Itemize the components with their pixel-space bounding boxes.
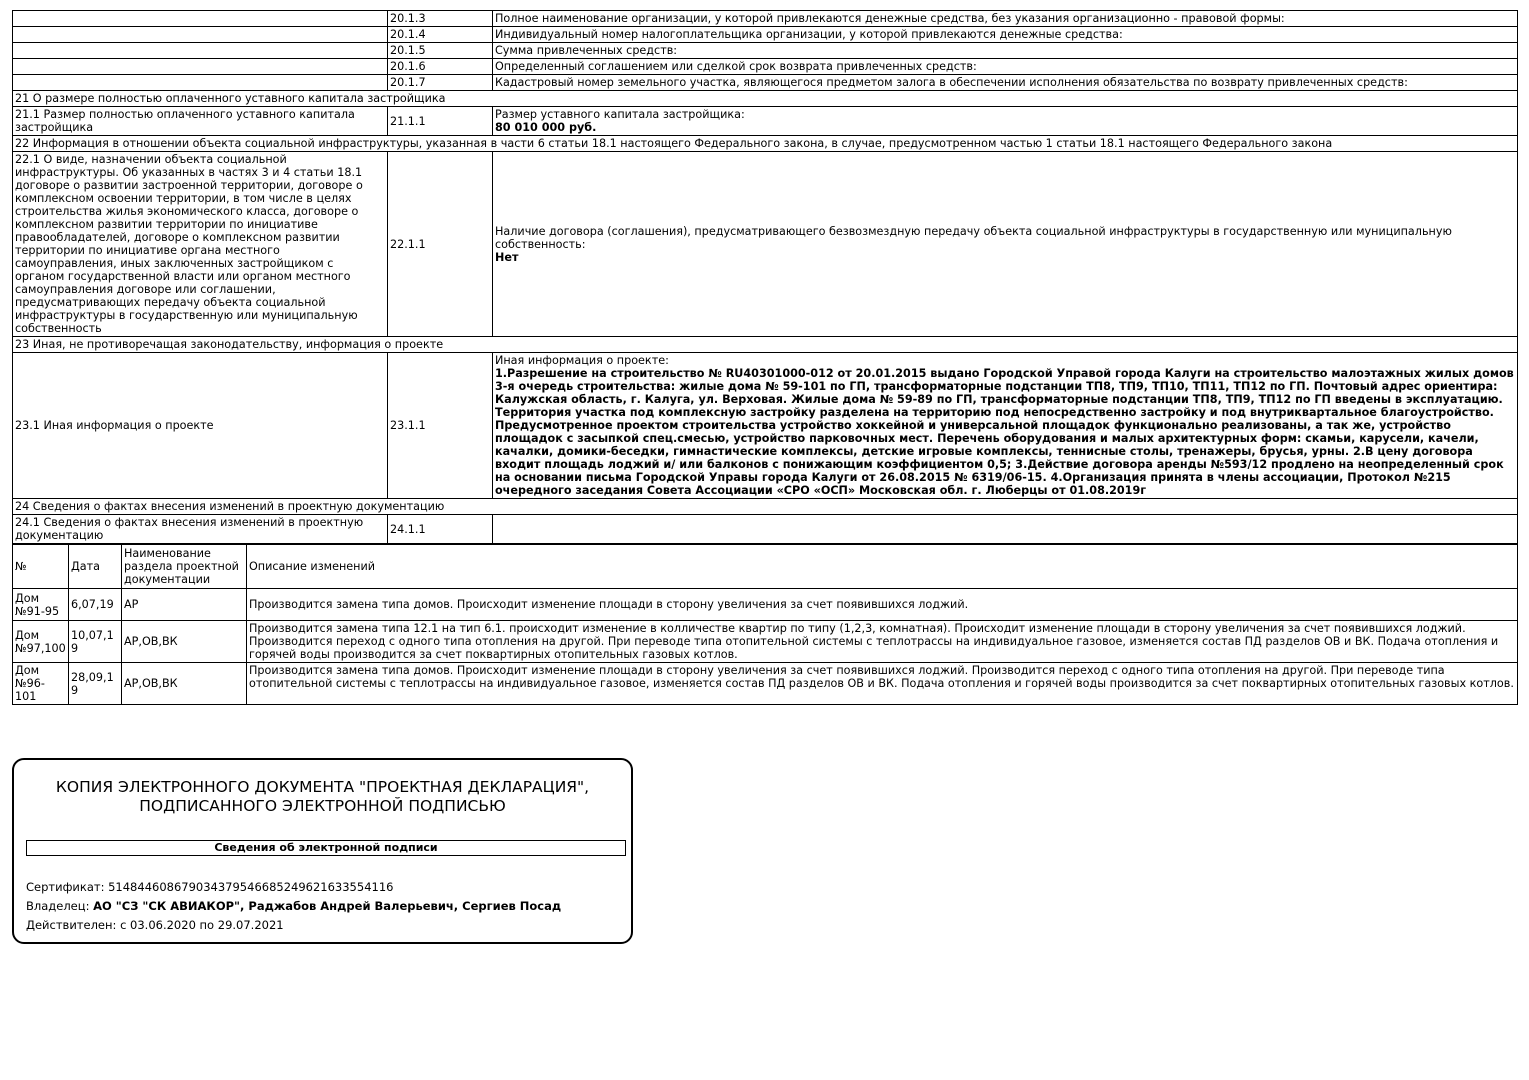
row-text: Кадастровый номер земельного участка, являющегося предметом залога в обеспечении исполнения обязательства по возврату привлеченных средств: — [493, 75, 1518, 91]
col-header-description: Описание изменений — [247, 545, 1518, 589]
change-description: Производится замена типа домов. Происходит изменение площади в сторону увеличения за счет появившихся лоджий. — [247, 589, 1518, 621]
change-section: АР,ОВ,ВК — [122, 663, 247, 705]
section-23-label: 23.1 Иная информация о проекте — [13, 353, 388, 499]
changes-header-row — [13, 545, 1518, 589]
table-row — [13, 59, 1518, 75]
section-22-header: 22 Информация в отношении объекта социальной инфраструктуры, указанная в части 6 статьи 18.1 настоящего Федерального закона, в случае, предусмотренном частью 1 статьи 18.1 настоящего Федерального закона — [13, 136, 1518, 152]
table-row — [13, 152, 1518, 337]
other-info-label: Иная информация о проекте: — [495, 354, 669, 367]
row-code: 20.1.3 — [388, 11, 493, 27]
empty-cell — [13, 43, 388, 59]
col-header-section: Наименование раздела проектной документации — [122, 545, 247, 589]
section-22-content — [493, 152, 1518, 337]
owner-label: Владелец: — [26, 899, 90, 913]
change-section: АР,ОВ,ВК — [122, 621, 247, 663]
stamp-subtitle: Сведения об электронной подписи — [26, 840, 626, 856]
stamp-owner — [26, 899, 561, 913]
stamp-validity — [26, 918, 284, 932]
electronic-signature-stamp — [12, 758, 633, 944]
change-section: АР — [122, 589, 247, 621]
row-text: Сумма привлеченных средств: — [493, 43, 1518, 59]
change-description: Производится замена типа 12.1 на тип 6.1. происходит изменение в колличестве квартир по типу (1,2,3, комнатная). Происходит изменение площади в сторону увеличения за счет появившихся лоджий. Производится переход с одного типа отопления на другой. При переводе типа отопительной системы с теплотрассы на индивидуальное газовое, изменяется состав ПД разделов ОВ и ВК. Подача отопления и горячей воды производится за счет поквартирных отопительных газовых котлов. — [247, 621, 1518, 663]
section-header — [13, 136, 1518, 152]
section-header — [13, 91, 1518, 107]
change-number: Дом №91-95 — [13, 589, 69, 621]
table-row — [13, 515, 1518, 544]
change-description: Производится замена типа домов. Происходит изменение площади в сторону увеличения за счет появившихся лоджий. Производится переход с одного типа отопления на другой. При переводе типа отопительной системы с теплотрассы на индивидуальное газовое, изменяется состав ПД разделов ОВ и ВК. Подача отопления и горячей воды производится за счет поквартирных отопительных газовых котлов. — [247, 663, 1518, 705]
certificate-label: Сертификат: — [26, 880, 105, 894]
table-row — [13, 663, 1518, 705]
col-header-date: Дата — [69, 545, 122, 589]
section-22-code: 22.1.1 — [388, 152, 493, 337]
social-agreement-label: Наличие договора (соглашения), предусматривающего безвозмездную передачу объекта социальной инфраструктуры в государственную или муниципальную собственность: — [495, 224, 1452, 251]
section-23-header: 23 Иная, не противоречащая законодательству, информация о проекте — [13, 337, 1518, 353]
section-24-header: 24 Сведения о фактах внесения изменений в проектную документацию — [13, 499, 1518, 515]
section-23-code: 23.1.1 — [388, 353, 493, 499]
section-21-label: 21.1 Размер полностью оплаченного уставного капитала застройщика — [13, 107, 388, 136]
table-row — [13, 27, 1518, 43]
table-row — [13, 43, 1518, 59]
section-24-label: 24.1 Сведения о фактах внесения изменений в проектную документацию — [13, 515, 388, 544]
stamp-title — [14, 778, 631, 816]
capital-value: 80 010 000 руб. — [495, 121, 597, 134]
validity-value: с 03.06.2020 по 29.07.2021 — [120, 918, 284, 932]
section-header — [13, 499, 1518, 515]
empty-cell — [13, 75, 388, 91]
section-21-content — [493, 107, 1518, 136]
section-21-code: 21.1.1 — [388, 107, 493, 136]
section-21-header: 21 О размере полностью оплаченного уставного капитала застройщика — [13, 91, 1518, 107]
table-row — [13, 11, 1518, 27]
social-agreement-value: Нет — [495, 250, 519, 264]
validity-label: Действителен: — [26, 918, 117, 932]
section-24-code: 24.1.1 — [388, 515, 493, 544]
change-date: 6,07,19 — [69, 589, 122, 621]
certificate-value: 514844608679034379546685249621633554116 — [108, 880, 394, 894]
row-code: 20.1.5 — [388, 43, 493, 59]
table-row — [13, 589, 1518, 621]
row-text: Индивидуальный номер налогоплательщика организации, у которой привлекаются денежные средства: — [493, 27, 1518, 43]
table-row — [13, 75, 1518, 91]
capital-label: Размер уставного капитала застройщика: — [495, 108, 745, 121]
declaration-document — [12, 10, 1517, 705]
changes-table — [12, 544, 1518, 705]
stamp-title-line2: ПОДПИСАННОГО ЭЛЕКТРОННОЙ ПОДПИСЬЮ — [139, 797, 506, 815]
table-row — [13, 621, 1518, 663]
section-23-content — [493, 353, 1518, 499]
empty-cell — [13, 27, 388, 43]
change-date: 28,09,19 — [69, 663, 122, 705]
row-text: Определенный соглашением или сделкой срок возврата привлеченных средств: — [493, 59, 1518, 75]
table-row — [13, 107, 1518, 136]
col-header-number: № — [13, 545, 69, 589]
owner-value: АО "СЗ "СК АВИАКОР", Раджабов Андрей Валерьевич, Сергиев Посад — [93, 899, 562, 913]
section-22-label: 22.1 О виде, назначении объекта социальной инфраструктуры. Об указанных в частях 3 и 4 статьи 18.1 договоре о развитии застроенной территории, договоре о комплексном освоении территории, в том числе в целях строительства жилья экономического класса, договоре о комплексном развитии территории по инициативе правообладателей, договоре о комплексном развитии территории по инициативе органа местного самоуправления, иных заключенных застройщиком с органом государственной власти или органом местного самоуправления договоре или соглашении, предусматривающих передачу объекта социальной инфраструктуры в государственную или муниципальную собственность — [13, 152, 388, 337]
empty-cell — [13, 59, 388, 75]
change-number: Дом №96-101 — [13, 663, 69, 705]
change-number: Дом №97,100 — [13, 621, 69, 663]
stamp-title-line1: КОПИЯ ЭЛЕКТРОННОГО ДОКУМЕНТА "ПРОЕКТНАЯ ДЕКЛАРАЦИЯ", — [55, 778, 590, 796]
row-text: Полное наименование организации, у которой привлекаются денежные средства, без указания организационно - правовой формы: — [493, 11, 1518, 27]
change-date: 10,07,19 — [69, 621, 122, 663]
row-code: 20.1.6 — [388, 59, 493, 75]
row-code: 20.1.7 — [388, 75, 493, 91]
section-24-content — [493, 515, 1518, 544]
table-row — [13, 353, 1518, 499]
other-info-value: 1.Разрешение на строительство № RU40301000-012 от 20.01.2015 выдано Городской Управой города Калуги на строительство малоэтажных жилых домов 3-я очередь строительства: жилые дома № 59-101 по ГП, трансформаторные подстанции ТП8, ТП9, ТП10, ТП11, ТП12 по ГП. Почтовый адрес ориентира: Калужская область, г. Калуга, ул. Верховая. Жилые дома № 59-89 по ГП, трансформаторные подстанции ТП8, ТП9, ТП12 по ГП введены в эксплуатацию. Территория участка под комплексную застройку разделена на территорию под непосредственно застройку и под внутриквартальное благоустройство. Предусмотренное проектом строительства устройство хоккейной и универсальной площадок функционально реализованы, а так же, устройство площадок с засыпкой спец.смесью, устройство парковочных мест. Перечень оборудования и малых архитектурных форм: скамьи, карусели, качели, качалки, домики-беседки, гимнастические комплексы, детские игровые комплексы, теннисные столы, тренажеры, брусья, урны. 2.В цену договора входит площадь лоджий и/ или балконов с понижающим коэффициентом 0,5; 3.Действие договора аренды №593/12 продлено на неопределенный срок на основании письма Городской Управы города Калуги от 26.08.2015 № 6319/06-15. 4.Организация принята в члены ассоциации, Протокол №215 очередного заседания Совета Ассоциации «СРО «ОСП» Московская обл. г. Люберцы от 01.08.2019г — [495, 367, 1514, 497]
row-code: 20.1.4 — [388, 27, 493, 43]
main-table — [12, 10, 1518, 544]
empty-cell — [13, 11, 388, 27]
stamp-certificate — [26, 880, 393, 894]
section-header — [13, 337, 1518, 353]
